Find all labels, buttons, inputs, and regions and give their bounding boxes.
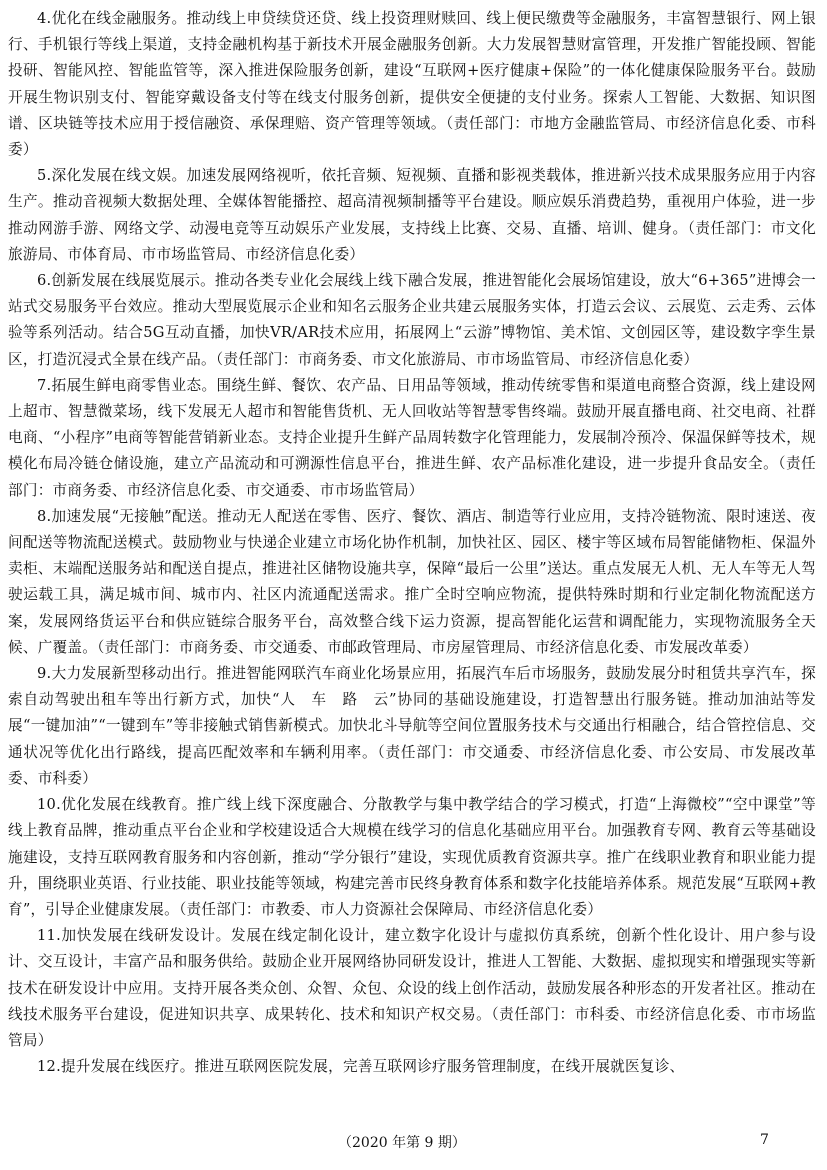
paragraph-item-6: 6.创新发展在线展览展示。推动各类专业化会展线上线下融合发展，推进智能化会展场馆建设，放大“6+365”进博会一站式交易服务平台效应。推动大型展览展示企业和知名云服务企业共建云展服务实体，打造云会议、云展览、云走秀、云体验等系列活动。结合5G互动直播，加快VR/AR技术应用，拓展网上“云游”博物馆、美术馆、文创园区等，建设数字孪生景区，打造沉浸式全景在线产品。（责任部门：市商务委、市文化旅游局、市市场监管局、市经济信息化委）	[8, 272, 816, 368]
paragraph-item-5: 5.深化发展在线文娱。加速发展网络视听，依托音频、短视频、直播和影视类载体，推进新兴技术成果服务应用于内容生产。推动音视频大数据处理、全媒体智能播控、超高清视频制播等平台建设。顺应娱乐消费趋势，重视用户体验，进一步推动网游手游、网络文学、动漫电竞等互动娱乐产业发展，支持线上比赛、交易、直播、培训、健身。（责任部门：市文化旅游局、市体育局、市市场监管局、市经济信息化委）	[8, 167, 816, 263]
paragraph-item-7: 7.拓展生鲜电商零售业态。围绕生鲜、餐饮、农产品、日用品等领域，推动传统零售和渠道电商整合资源，线上建设网上超市、智慧微菜场，线下发展无人超市和智能售货机、无人回收站等智慧零售终端。鼓励开展直播电商、社交电商、社群电商、“小程序”电商等智能营销新业态。支持企业提升生鲜产品周转数字化管理能力，发展制冷预冷、保温保鲜等技术，规模化布局冷链仓储设施，建立产品流动和可溯源性信息平台，推进生鲜、农产品标准化建设，进一步提升食品安全。（责任部门：市商务委、市经济信息化委、市交通委、市市场监管局）	[8, 376, 816, 499]
page-number: 7	[760, 1132, 769, 1148]
paragraph-item-12: 12.提升发展在线医疗。推进互联网医院发展，完善互联网诊疗服务管理制度，在线开展就医复诊、	[37, 1058, 685, 1076]
page-footer	[0, 1128, 827, 1156]
paragraph-item-10: 10.优化发展在线教育。推广线上线下深度融合、分散教学与集中教学结合的学习模式，打造“上海微校”“空中课堂”等线上教育品牌，推动重点平台企业和学校建设适合大规模在线学习的信息化基础应用平台。加强教育专网、教育云等基础设施建设，支持互联网教育服务和内容创新，推动“学分银行”建设，实现优质教育资源共享。推广在线职业教育和职业能力提升，围绕职业英语、行业技能、职业技能等领域，构建完善市民终身教育体系和数字化技能培养体系。规范发展“互联网+教育”，引导企业健康发展。（责任部门：市教委、市人力资源社会保障局、市经济信息化委）	[8, 796, 816, 918]
paragraph-item-9: 9.大力发展新型移动出行。推进智能网联汽车商业化场景应用，拓展汽车后市场服务，鼓励发展分时租赁共享汽车，探索自动驾驶出租车等出行新方式，加快“人 车 路 云”协同的基础设施建设，打造智慧出行服务链。推动加油站等发展“一键加油”“一键到车”等非接触式销售新模式。加快北斗导航等空间位置服务技术与交通出行相融合，结合管控信息、交通状况等优化出行路线，提高匹配效率和车辆利用率。（责任部门：市交通委、市经济信息化委、市公安局、市发展改革委、市科委）	[8, 665, 816, 787]
issue-label: （2020 年第 9 期）	[338, 1135, 466, 1151]
body-text	[8, 6, 816, 1080]
paragraph-item-8: 8.加速发展“无接触”配送。推动无人配送在零售、医疗、餐饮、酒店、制造等行业应用，支持冷链物流、限时速送、夜间配送等物流配送模式。鼓励物业与快递企业建立市场化协作机制，加快社区、园区、楼宇等区域布局智能储物柜、保温外卖柜、末端配送服务站和配送自提点，推进社区储物设施共享，保障“最后一公里”送达。重点发展无人机、无人车等无人驾驶运载工具，满足城市间、城市内、社区内流通配送需求。推广全时空响应物流，提供特殊时期和行业定制化物流配送方案，发展网络货运平台和供应链综合服务平台，高效整合线下运力资源，提高智能化运营和调配能力，实现物流服务全天候、广覆盖。（责任部门：市商务委、市交通委、市邮政管理局、市房屋管理局、市经济信息化委、市发展改革委）	[8, 507, 816, 656]
paragraph-item-11: 11.加快发展在线研发设计。发展在线定制化设计，建立数字化设计与虚拟仿真系统，创新个性化设计、用户参与设计、交互设计，丰富产品和服务供给。鼓励企业开展网络协同研发设计，推进人工智能、大数据、虚拟现实和增强现实等新技术在研发设计中应用。支持开展各类众创、众智、众包、众设的线上创作活动，鼓励发展各种形态的开发者社区。推动在线技术服务平台建设，促进知识共享、成果转化、技术和知识产权交易。（责任部门：市科委、市经济信息化委、市市场监管局）	[8, 927, 816, 1049]
paragraph-item-4: 4.优化在线金融服务。推动线上申贷续贷还贷、线上投资理财赎回、线上便民缴费等金融服务，丰富智慧银行、网上银行、手机银行等线上渠道，支持金融机构基于新技术开展金融服务创新。大力发展智慧财富管理，开发推广智能投顾、智能投研、智能风控、智能监管等，深入推进保险服务创新，建设“互联网+医疗健康+保险”的一体化健康保险服务平台。鼓励开展生物识别支付、智能穿戴设备支付等在线支付服务创新，提供安全便捷的支付业务。探索人工智能、大数据、知识图谱、区块链等技术应用于授信融资、承保理赔、资产管理等领域。（责任部门：市地方金融监管局、市经济信息化委、市科委）	[8, 10, 816, 159]
